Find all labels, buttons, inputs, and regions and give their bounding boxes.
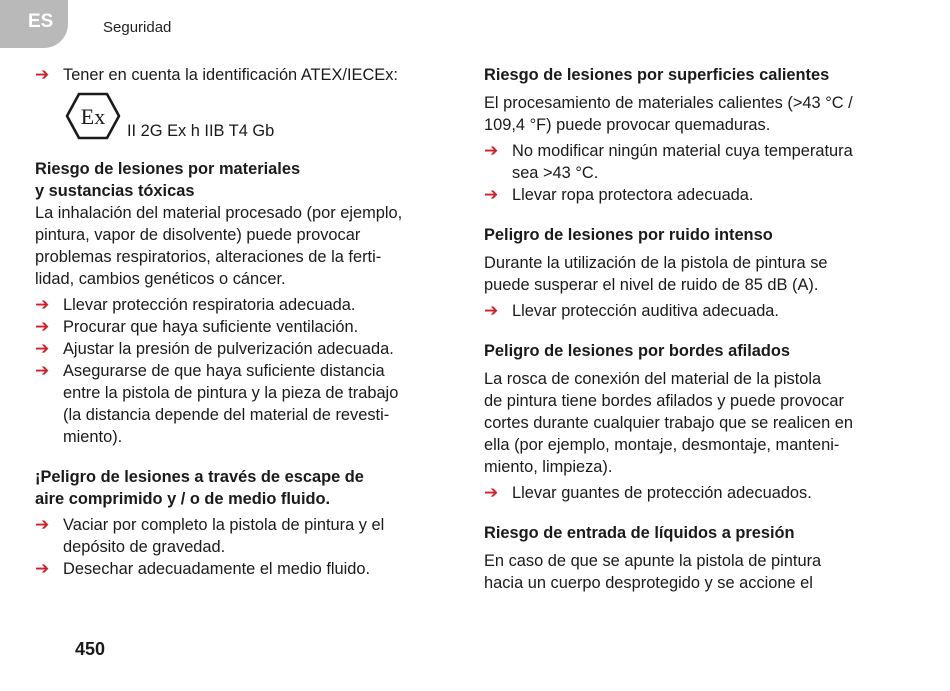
atex-code: II 2G Ex h IIB T4 Gb xyxy=(127,122,275,140)
toxic-paragraph: La inhalación del material procesado (por ejemplo, pintura, vapor de disolvente) puede provocar problemas respiratorios, alteraciones de la ferti- lidad, cambios genéticos o cáncer. xyxy=(35,204,403,288)
atex-ex-hexagon-icon xyxy=(65,92,121,140)
liquid-heading: Riesgo de entrada de líquidos a presión xyxy=(484,524,795,542)
arrow-bullet-icon: ➔ xyxy=(35,361,50,380)
toxic-bullet-list xyxy=(35,294,460,448)
arrow-bullet-icon: ➔ xyxy=(484,141,499,160)
atex-bullet-list xyxy=(35,64,460,86)
noise-paragraph: Durante la utilización de la pistola de pintura se puede susperar el nivel de ruido de 85 dB (A). xyxy=(484,254,828,294)
toxic-heading: Riesgo de lesiones por materiales y sustancias tóxicas xyxy=(35,160,301,200)
noise-bullet-list xyxy=(484,300,914,322)
list-item: ➔ Llevar protección respiratoria adecuada. xyxy=(35,295,356,314)
noise-heading: Peligro de lesiones por ruido intenso xyxy=(484,226,773,244)
list-item: ➔ Desechar adecuadamente el medio fluido. xyxy=(35,559,371,578)
right-column xyxy=(484,64,914,594)
list-item: ➔ No modificar ningún material cuya temperatura sea >43 °C. xyxy=(484,141,853,182)
svg-text:Ex: Ex xyxy=(80,104,106,129)
hot-heading: Riesgo de lesiones por superficies calientes xyxy=(484,66,830,84)
list-item xyxy=(35,64,460,86)
language-tab xyxy=(0,0,68,48)
left-column xyxy=(35,64,460,580)
arrow-bullet-icon: ➔ xyxy=(484,185,499,204)
hot-paragraph: El procesamiento de materiales calientes (>43 °C / 109,4 °F) puede provocar quemaduras. xyxy=(484,94,853,134)
edges-bullet-list xyxy=(484,482,914,504)
arrow-bullet-icon: ➔ xyxy=(35,559,50,578)
list-item: ➔ Procurar que haya suficiente ventilación. xyxy=(35,317,359,336)
air-heading: ¡Peligro de lesiones a través de escape de aire comprimido y / o de medio fluido. xyxy=(35,468,364,508)
list-item: ➔ Vaciar por completo la pistola de pintura y el depósito de gravedad. xyxy=(35,515,385,556)
atex-marking xyxy=(35,88,460,146)
air-bullet-list xyxy=(35,514,460,580)
list-item: ➔ Ajustar la presión de pulverización adecuada. xyxy=(35,339,394,358)
arrow-bullet-icon: ➔ xyxy=(35,339,50,358)
bullet-text: Tener en cuenta la identificación ATEX/IECEx: xyxy=(63,66,398,84)
liquid-paragraph: En caso de que se apunte la pistola de pintura hacia un cuerpo desprotegido y se accione el xyxy=(484,552,822,592)
edges-paragraph: La rosca de conexión del material de la pistola de pintura tiene bordes afilados y puede provocar cortes durante cualquier trabajo que se realicen en ella (por ejemplo, montaje, desmontaje, manteni- miento, limpieza). xyxy=(484,370,854,476)
list-item: ➔ Llevar protección auditiva adecuada. xyxy=(484,301,779,320)
section-title: Seguridad xyxy=(103,19,172,36)
list-item: ➔ Llevar guantes de protección adecuados. xyxy=(484,483,812,502)
arrow-bullet-icon: ➔ xyxy=(484,483,499,502)
list-item: ➔ Asegurarse de que haya suficiente distancia entre la pistola de pintura y la pieza de trabajo (la distancia depende del material de revesti- miento). xyxy=(35,361,399,446)
arrow-bullet-icon: ➔ xyxy=(35,65,50,84)
arrow-bullet-icon: ➔ xyxy=(35,295,50,314)
hot-bullet-list xyxy=(484,140,914,206)
page-number: 450 xyxy=(75,639,106,659)
language-label: ES xyxy=(28,11,54,32)
arrow-bullet-icon: ➔ xyxy=(35,317,50,336)
edges-heading: Peligro de lesiones por bordes afilados xyxy=(484,342,791,360)
arrow-bullet-icon: ➔ xyxy=(35,515,50,534)
list-item: ➔ Llevar ropa protectora adecuada. xyxy=(484,185,754,204)
arrow-bullet-icon: ➔ xyxy=(484,301,499,320)
